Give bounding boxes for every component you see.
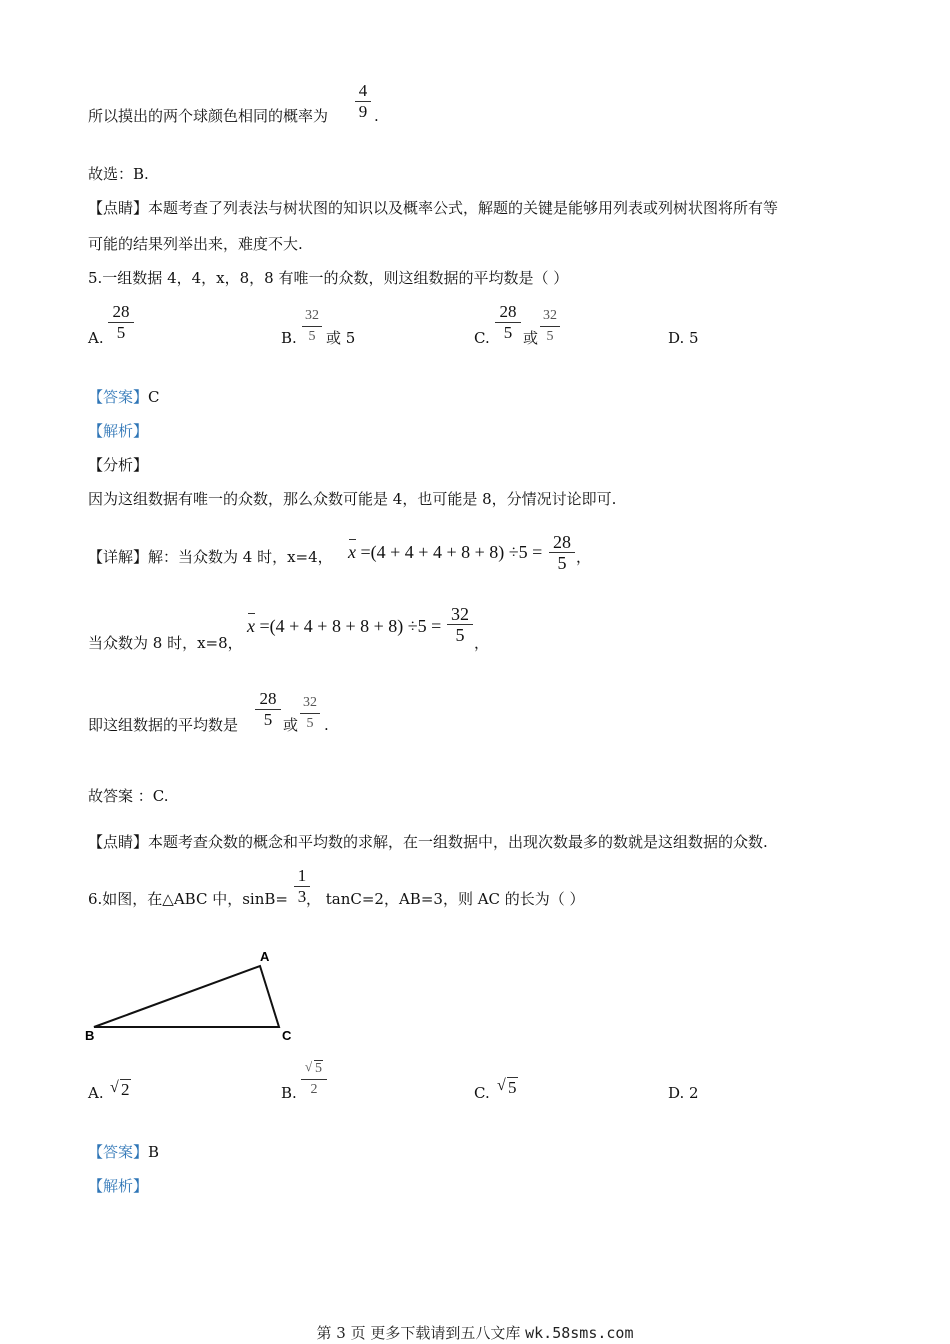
fraction-denominator: 9 <box>358 102 368 121</box>
q6-option-c-sqrt: √ 5 <box>497 1077 517 1097</box>
q5-detail-line-1 <box>88 547 333 567</box>
q5-option-b-fraction: 32 5 <box>302 307 322 346</box>
q6-option-b-fraction: √ 5 2 <box>301 1060 327 1099</box>
q6-option-b-label: B. <box>281 1084 297 1102</box>
q5-option-a-fraction: 28 5 <box>108 303 134 342</box>
comment-tag: 【点睛】 <box>88 199 149 217</box>
q5-equation-2-end: ， <box>474 634 490 652</box>
q5-option-b-tail: 或 5 <box>326 329 356 347</box>
q6-option-d: D. 2 <box>668 1084 699 1102</box>
comment-text: 本题考查了列表法与树状图的知识以及概率公式，解题的关键是能够用列表或列树状图将所有等 <box>148 199 779 217</box>
answer-tag: 【答案】 <box>88 388 149 406</box>
q6-option-a-sqrt: √ 2 <box>110 1079 130 1099</box>
q5-option-d: D. 5 <box>668 329 699 347</box>
q6-analysis-tag: 【解析】 <box>88 1177 149 1195</box>
prob-fraction <box>355 82 371 121</box>
comment-line-2: 可能的结果列举出来，难度不大. <box>88 235 303 253</box>
q5-fenxi-tag: 【分析】 <box>88 456 149 474</box>
radicand: 5 <box>315 1061 322 1076</box>
q5-conclusion-fraction-2: 32 5 <box>300 694 320 733</box>
q5-equation-1 <box>348 542 542 562</box>
q6-answer <box>88 1142 159 1162</box>
comment-text: 本题考查众数的概念和平均数的求解，在一组数据中，出现次数最多的数就是这组数据的众数. <box>148 833 768 851</box>
q5-option-c-fraction-2: 32 5 <box>540 307 560 346</box>
q5-detail-line-2: 当众数为 8 时，x=8， <box>88 634 243 652</box>
q5-analysis-tag: 【解析】 <box>88 422 149 440</box>
vertex-label-a: A <box>260 949 270 964</box>
q5-option-a-label: A. <box>88 329 104 347</box>
detail-text: 解：当众数为 4 时，x=4， <box>148 548 333 566</box>
q5-option-c-fraction-1: 28 5 <box>495 303 521 342</box>
prob-line <box>88 106 328 126</box>
q5-answer <box>88 387 160 407</box>
triangle-figure <box>80 940 310 1050</box>
page-footer <box>0 1322 950 1343</box>
fraction-numerator: 4 <box>358 81 368 100</box>
mean-symbol: x <box>247 616 255 636</box>
q5-final-answer: 故答案 ：C. <box>88 787 169 805</box>
footer-site-link[interactable]: wk.58sms.com <box>525 1324 634 1342</box>
q5-option-b-label: B. <box>281 329 297 347</box>
answer-value: B <box>148 1143 160 1161</box>
prob-text: 所以摸出的两个球颜色相同的概率为 <box>88 107 329 125</box>
vertex-label-b: B <box>85 1028 95 1043</box>
radicand: 5 <box>508 1078 517 1097</box>
stem-part-b: ， tanC=2，AB=3，则 AC 的长为（ ） <box>305 890 585 908</box>
q6-option-a-label: A. <box>88 1084 104 1102</box>
answer-tag: 【答案】 <box>88 1143 149 1161</box>
q5-conclusion-end: . <box>324 716 329 734</box>
equation-expression: =(4 + 4 + 8 + 8 + 8) ÷5 = <box>259 616 442 636</box>
footer-page: 第 3 页 更多下载请到五八文库 <box>316 1324 521 1342</box>
q5-equation-1-end: ， <box>576 548 592 566</box>
vertex-label-c: C <box>282 1028 292 1043</box>
question-6-stem <box>88 889 585 909</box>
question-5-stem: 5.一组数据 4，4，x，8，8 有唯一的众数，则这组数据的平均数是（ ） <box>88 269 569 287</box>
q6-sin-fraction: 1 3 <box>294 867 310 906</box>
comment-tag: 【点睛】 <box>88 833 149 851</box>
q5-equation-2 <box>247 616 441 636</box>
answer-value: C <box>148 388 160 406</box>
answer-line: 故选：B. <box>88 165 149 183</box>
q5-conclusion-fraction-1: 28 5 <box>255 690 281 729</box>
q6-option-c-label: C. <box>474 1084 490 1102</box>
mean-symbol: x <box>348 542 356 562</box>
radicand: 2 <box>121 1080 130 1099</box>
q5-comment <box>88 832 768 852</box>
prob-end: . <box>374 107 379 125</box>
detail-tag: 【详解】 <box>88 548 149 566</box>
stem-part-a: 6.如图，在△ABC 中，sinB= <box>88 890 288 908</box>
q5-fenxi-text: 因为这组数据有唯一的众数，那么众数可能是 4，也可能是 8，分情况讨论即可. <box>88 490 617 508</box>
q5-conclusion: 即这组数据的平均数是 <box>88 716 239 734</box>
q5-equation-1-fraction: 28 5 <box>549 533 575 572</box>
q5-option-c-label: C. <box>474 329 490 347</box>
q5-option-c-or: 或 <box>523 329 539 347</box>
q5-equation-2-fraction: 32 5 <box>447 605 473 644</box>
triangle-abc <box>94 966 279 1027</box>
equation-expression: =(4 + 4 + 4 + 8 + 8) ÷5 = <box>360 542 543 562</box>
comment-line-1 <box>88 198 778 218</box>
q5-conclusion-or: 或 <box>283 716 299 734</box>
